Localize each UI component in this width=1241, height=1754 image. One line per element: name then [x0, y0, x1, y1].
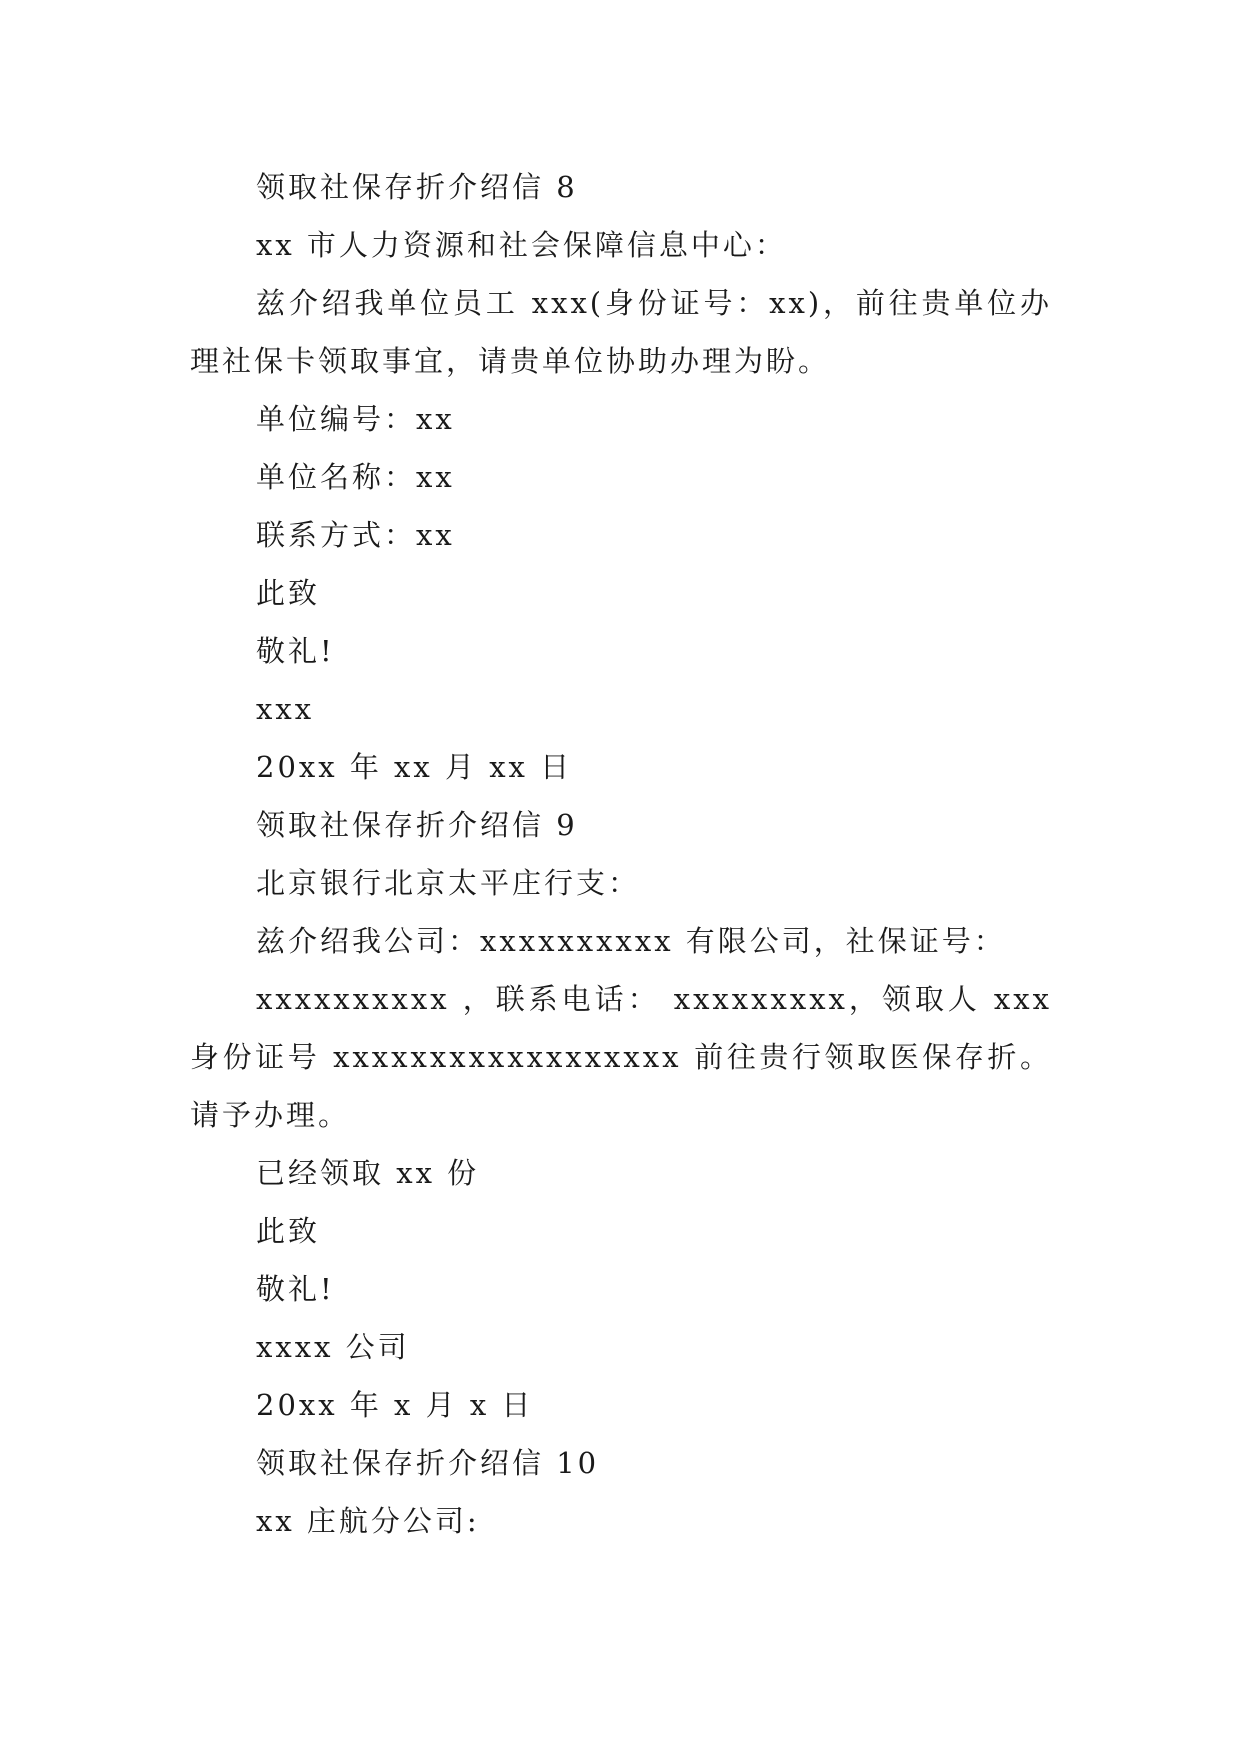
letter-recipient: xx 庄航分公司:	[256, 1504, 480, 1538]
date-line: 20xx 年 x 月 x 日	[256, 1388, 534, 1422]
signature-line: xxxx 公司	[256, 1330, 410, 1364]
document-body	[190, 158, 1052, 1550]
contact-line: 联系方式：xx	[256, 518, 455, 552]
unit-number-line: 单位编号：xx	[256, 402, 455, 436]
closing-line: 此致	[256, 576, 321, 610]
received-count-line: 已经领取 xx 份	[256, 1156, 480, 1190]
letter-title: 领取社保存折介绍信 10	[256, 1446, 600, 1480]
date-line: 20xx 年 xx 月 xx 日	[256, 750, 573, 784]
letter-recipient: xx 市人力资源和社会保障信息中心：	[256, 228, 787, 262]
signature-line: xxx	[256, 692, 315, 726]
closing-line: 此致	[256, 1214, 321, 1248]
letter-body-paragraph: xxxxxxxxxx ，联系电话： xxxxxxxxx，领取人 xxx 身份证号 xxxxxxxxxxxxxxxxxx 前往贵行领取医保存折。请予办理。	[190, 982, 1052, 1132]
letter-body-paragraph: 兹介绍我单位员工 xxx(身份证号：xx)，前往贵单位办理社保卡领取事宜，请贵单位协助办理为盼。	[190, 286, 1052, 378]
letter-title: 领取社保存折介绍信 8	[256, 170, 578, 204]
letter-body-paragraph: 兹介绍我公司：xxxxxxxxxx 有限公司，社保证号：	[256, 924, 1006, 958]
letter-title: 领取社保存折介绍信 9	[256, 808, 578, 842]
letter-recipient: 北京银行北京太平庄行支：	[256, 866, 641, 900]
salutation-line: 敬礼!	[256, 1272, 335, 1306]
salutation-line: 敬礼!	[256, 634, 335, 668]
unit-name-line: 单位名称：xx	[256, 460, 455, 494]
